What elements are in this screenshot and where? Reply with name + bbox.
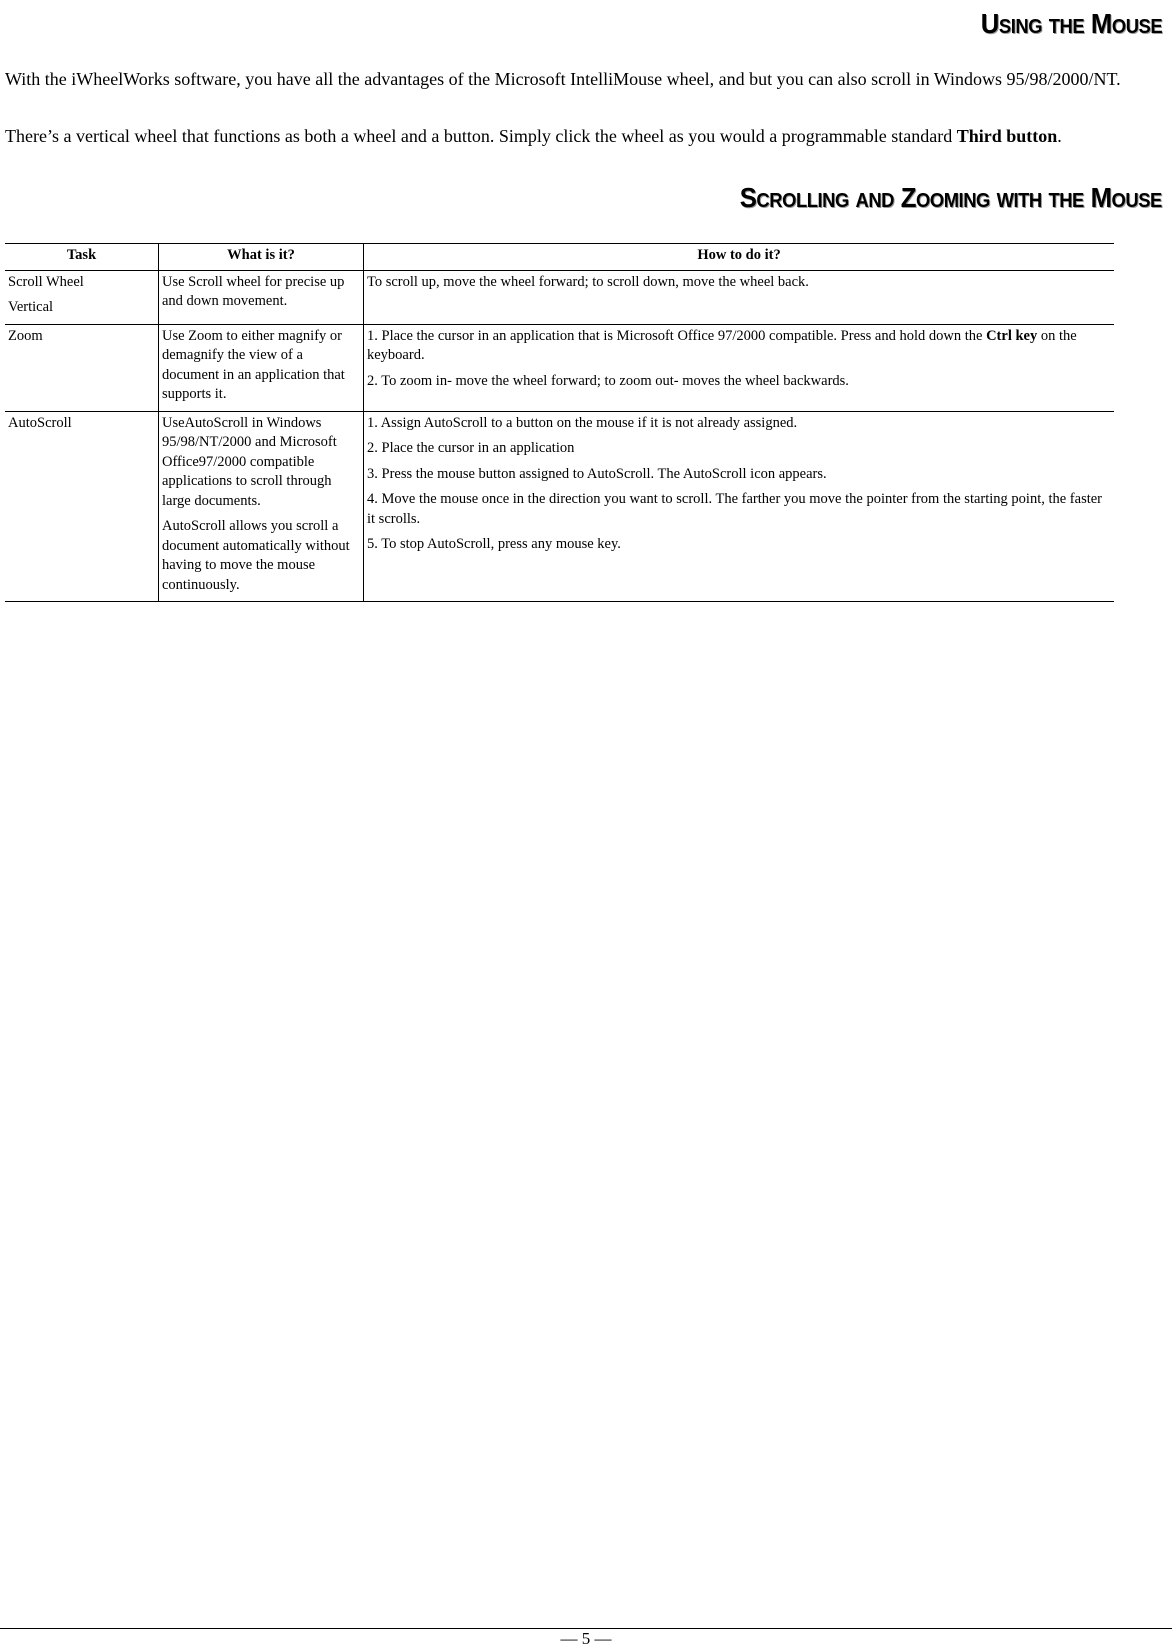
how-step: 2. Place the cursor in an application bbox=[367, 440, 575, 456]
task-label: AutoScroll bbox=[8, 414, 72, 431]
how-step: 2. To zoom in- move the wheel forward; to zoom out- moves the wheel backwards. bbox=[367, 372, 849, 389]
what-cell bbox=[159, 411, 364, 602]
third-button-term: Third button bbox=[956, 126, 1058, 146]
what-text: UseAutoScroll in Windows 95/98/NT/2000 and Microsoft Office97/2000 compatible applications to scroll through large documents. bbox=[162, 414, 337, 509]
table-row bbox=[5, 270, 1114, 324]
wheel-paragraph-end: . bbox=[1057, 126, 1062, 146]
how-step: 3. Press the mouse button assigned to AutoScroll. The AutoScroll icon appears. bbox=[367, 465, 827, 482]
what-text: Use Scroll wheel for precise up and down movement. bbox=[162, 273, 345, 309]
mouse-tasks-table bbox=[5, 243, 1114, 602]
how-step: 5. To stop AutoScroll, press any mouse key. bbox=[367, 536, 621, 552]
table-row bbox=[5, 324, 1114, 411]
column-header-how: How to do it? bbox=[364, 244, 1115, 271]
intro-paragraph: With the iWheelWorks software, you have all the advantages of the Microsoft IntelliMouse wheel, and but you can also scroll in Windows 95/98/2000/NT. bbox=[5, 69, 1121, 89]
how-cell bbox=[364, 324, 1115, 411]
wheel-paragraph bbox=[5, 124, 1167, 148]
table-header-row bbox=[5, 244, 1114, 271]
how-step-text-end: on the keyboard. bbox=[367, 327, 1077, 363]
how-step: To scroll up, move the wheel forward; to scroll down, move the wheel back. bbox=[367, 273, 809, 290]
task-label: Vertical bbox=[8, 299, 54, 315]
what-cell bbox=[159, 324, 364, 411]
ctrl-key-term: Ctrl key bbox=[986, 327, 1038, 344]
section-heading-scrolling-zooming: Scrolling and Zooming with the Mouse bbox=[739, 182, 1162, 213]
page-number: — 5 — bbox=[560, 1629, 612, 1648]
what-cell bbox=[159, 270, 364, 324]
task-label: Scroll Wheel bbox=[8, 273, 84, 290]
column-header-task: Task bbox=[5, 244, 159, 271]
how-step-text: 1. Place the cursor in an application that is Microsoft Office 97/2000 compatible. Press and hold down the bbox=[367, 327, 987, 344]
section-heading-using-the-mouse: Using the Mouse bbox=[980, 8, 1162, 39]
task-cell bbox=[5, 270, 159, 324]
what-text: Use Zoom to either magnify or demagnify the view of a document in an application that supports it. bbox=[162, 327, 345, 402]
task-label: Zoom bbox=[8, 327, 43, 344]
how-cell bbox=[364, 270, 1115, 324]
how-step bbox=[367, 327, 1111, 366]
table-row bbox=[5, 411, 1114, 602]
how-step: 1. Assign AutoScroll to a button on the mouse if it is not already assigned. bbox=[367, 414, 798, 431]
task-cell bbox=[5, 324, 159, 411]
wheel-paragraph-text: There’s a vertical wheel that functions as both a wheel and a button. Simply click the wheel as you would a programmable standard bbox=[5, 126, 957, 146]
how-step: 4. Move the mouse once in the direction you want to scroll. The farther you move the pointer from the starting point, the faster it scrolls. bbox=[367, 491, 1103, 527]
what-text: AutoScroll allows you scroll a document automatically without having to move the mouse continuously. bbox=[162, 518, 350, 593]
how-cell bbox=[364, 411, 1115, 602]
column-header-what: What is it? bbox=[159, 244, 364, 271]
task-cell bbox=[5, 411, 159, 602]
